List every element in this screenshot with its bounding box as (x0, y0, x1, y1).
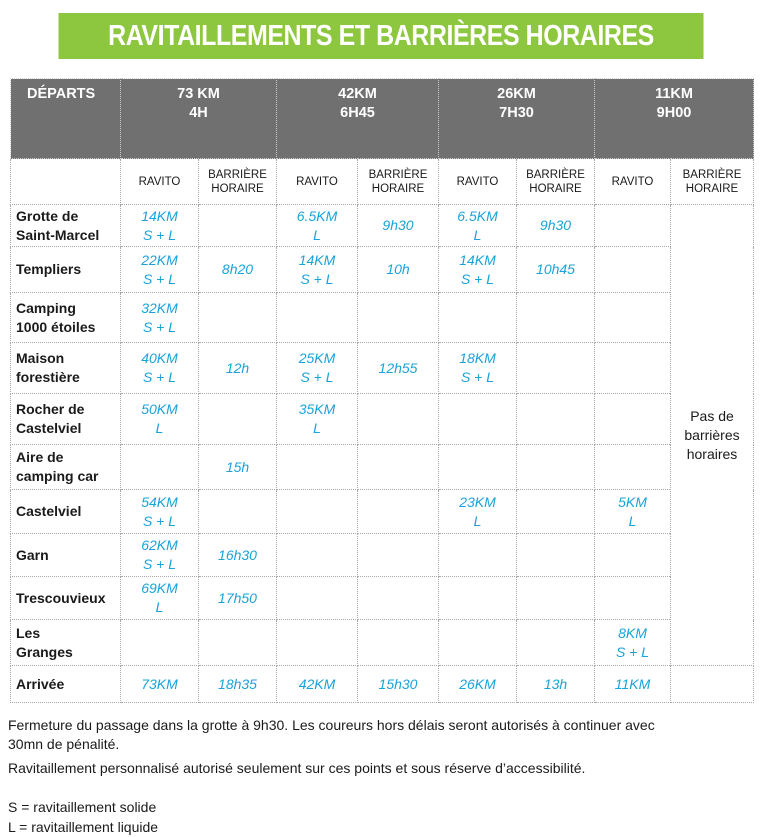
barriere-cell (517, 394, 595, 445)
ravito-cell: 6.5KM L (277, 205, 358, 247)
ravito-cell: 11KM (595, 666, 671, 703)
ravito-cell (277, 293, 358, 343)
barriere-cell (517, 343, 595, 394)
table-row (11, 394, 754, 445)
ravito-cell: 26KM (439, 666, 517, 703)
barriere-cell: 12h (199, 343, 277, 394)
ravito-cell: 35KM L (277, 394, 358, 445)
group-header-3: 26KM 7H30 (439, 79, 595, 159)
barriere-cell (199, 394, 277, 445)
ravito-cell: 62KM S + L (121, 534, 199, 577)
barriere-cell (517, 577, 595, 620)
row-label: Camping 1000 étoiles (11, 293, 121, 343)
barriere-cell (358, 620, 439, 666)
footer-note-1: Fermeture du passage dans la grotte à 9h30. Les coureurs hors délais seront autorisés à continuer avec (8, 717, 655, 733)
ravito-cell (439, 534, 517, 577)
barriere-cell (199, 490, 277, 534)
table-row (11, 445, 754, 490)
barriere-cell (517, 620, 595, 666)
ravito-cell: 14KM S + L (121, 205, 199, 247)
table-row (11, 205, 754, 247)
row-label: Arrivée (11, 666, 121, 703)
ravito-cell (595, 534, 671, 577)
barriere-cell (358, 577, 439, 620)
table-row (11, 620, 754, 666)
barriere-cell: 16h30 (199, 534, 277, 577)
barriere-cell (358, 445, 439, 490)
row-label: Maison forestière (11, 343, 121, 394)
page-title: RAVITAILLEMENTS ET BARRIÈRES HORAIRES (59, 13, 704, 59)
ravito-cell: 42KM (277, 666, 358, 703)
table-row (11, 534, 754, 577)
table-row (11, 247, 754, 293)
row-label: Trescouvieux (11, 577, 121, 620)
subheader-empty (11, 159, 121, 205)
subheader-barriere: BARRIÈRE HORAIRE (671, 159, 754, 205)
legend-solid: S = ravitaillement solide (8, 799, 157, 815)
ravito-cell (277, 577, 358, 620)
barriere-cell: 13h (517, 666, 595, 703)
barriere-cell (671, 666, 754, 703)
ravito-cell (595, 205, 671, 247)
ravito-cell: 69KM L (121, 577, 199, 620)
ravito-cell (121, 445, 199, 490)
ravito-cell: 22KM S + L (121, 247, 199, 293)
row-label: Rocher de Castelviel (11, 394, 121, 445)
barriere-cell (358, 534, 439, 577)
barriere-cell (358, 394, 439, 445)
subheader-ravito: RAVITO (121, 159, 199, 205)
ravito-cell (439, 445, 517, 490)
departs-header: DÉPARTS (11, 79, 121, 159)
table-row (11, 577, 754, 620)
ravito-cell (595, 577, 671, 620)
footer-note-3: Ravitaillement personnalisé autorisé seulement sur ces points et sous réserve d’accessibilité. (8, 760, 586, 776)
ravito-cell: 5KM L (595, 490, 671, 534)
barriere-cell: 9h30 (517, 205, 595, 247)
ravito-cell (277, 620, 358, 666)
barriere-cell (517, 490, 595, 534)
table-row (11, 666, 754, 703)
footer-note-2: 30mn de pénalité. (8, 736, 120, 752)
ravito-cell: 6.5KM L (439, 205, 517, 247)
table-row (11, 293, 754, 343)
barriere-cell: 15h30 (358, 666, 439, 703)
ravito-cell: 54KM S + L (121, 490, 199, 534)
table-row (11, 343, 754, 394)
no-barrier-note: Pas de barrières horaires (671, 205, 754, 666)
ravito-cell: 14KM S + L (277, 247, 358, 293)
ravito-cell (439, 394, 517, 445)
barriere-cell: 15h (199, 445, 277, 490)
ravito-cell: 73KM (121, 666, 199, 703)
barriere-cell (517, 445, 595, 490)
barriere-cell (199, 620, 277, 666)
barriere-cell (358, 293, 439, 343)
barriere-cell: 18h35 (199, 666, 277, 703)
ravito-cell (439, 620, 517, 666)
ravito-cell: 18KM S + L (439, 343, 517, 394)
ravito-cell (595, 247, 671, 293)
group-header-2: 42KM 6H45 (277, 79, 439, 159)
header-row-distances (11, 79, 754, 159)
ravito-cell (595, 394, 671, 445)
table-row (11, 490, 754, 534)
subheader-ravito: RAVITO (595, 159, 671, 205)
ravito-cell: 23KM L (439, 490, 517, 534)
header-row-columns (11, 159, 754, 205)
barriere-cell: 10h (358, 247, 439, 293)
barriere-cell: 10h45 (517, 247, 595, 293)
ravito-cell (277, 490, 358, 534)
subheader-barriere: BARRIÈRE HORAIRE (517, 159, 595, 205)
ravito-cell (595, 293, 671, 343)
ravito-cell: 25KM S + L (277, 343, 358, 394)
group-header-1: 73 KM 4H (121, 79, 277, 159)
group-header-4: 11KM 9H00 (595, 79, 754, 159)
barriere-cell: 9h30 (358, 205, 439, 247)
ravito-cell (439, 577, 517, 620)
barriere-cell: 17h50 (199, 577, 277, 620)
ravito-cell (439, 293, 517, 343)
row-label: Les Granges (11, 620, 121, 666)
ravito-cell (277, 445, 358, 490)
barriere-cell (199, 205, 277, 247)
ravito-cell: 40KM S + L (121, 343, 199, 394)
subheader-barriere: BARRIÈRE HORAIRE (358, 159, 439, 205)
ravito-cell: 8KM S + L (595, 620, 671, 666)
row-label: Templiers (11, 247, 121, 293)
ravito-cell (595, 343, 671, 394)
barriere-cell (517, 293, 595, 343)
subheader-ravito: RAVITO (439, 159, 517, 205)
barriere-cell (199, 293, 277, 343)
subheader-barriere: BARRIÈRE HORAIRE (199, 159, 277, 205)
ravito-cell (277, 534, 358, 577)
barriere-cell: 12h55 (358, 343, 439, 394)
barriere-cell (517, 534, 595, 577)
row-label: Garn (11, 534, 121, 577)
ravito-cell (121, 620, 199, 666)
row-label: Aire de camping car (11, 445, 121, 490)
row-label: Grotte de Saint-Marcel (11, 205, 121, 247)
ravito-cell (595, 445, 671, 490)
barriere-cell: 8h20 (199, 247, 277, 293)
row-label: Castelviel (11, 490, 121, 534)
schedule-table (10, 78, 754, 703)
ravito-cell: 32KM S + L (121, 293, 199, 343)
ravito-cell: 14KM S + L (439, 247, 517, 293)
legend-liquid: L = ravitaillement liquide (8, 819, 159, 835)
ravito-cell: 50KM L (121, 394, 199, 445)
subheader-ravito: RAVITO (277, 159, 358, 205)
barriere-cell (358, 490, 439, 534)
